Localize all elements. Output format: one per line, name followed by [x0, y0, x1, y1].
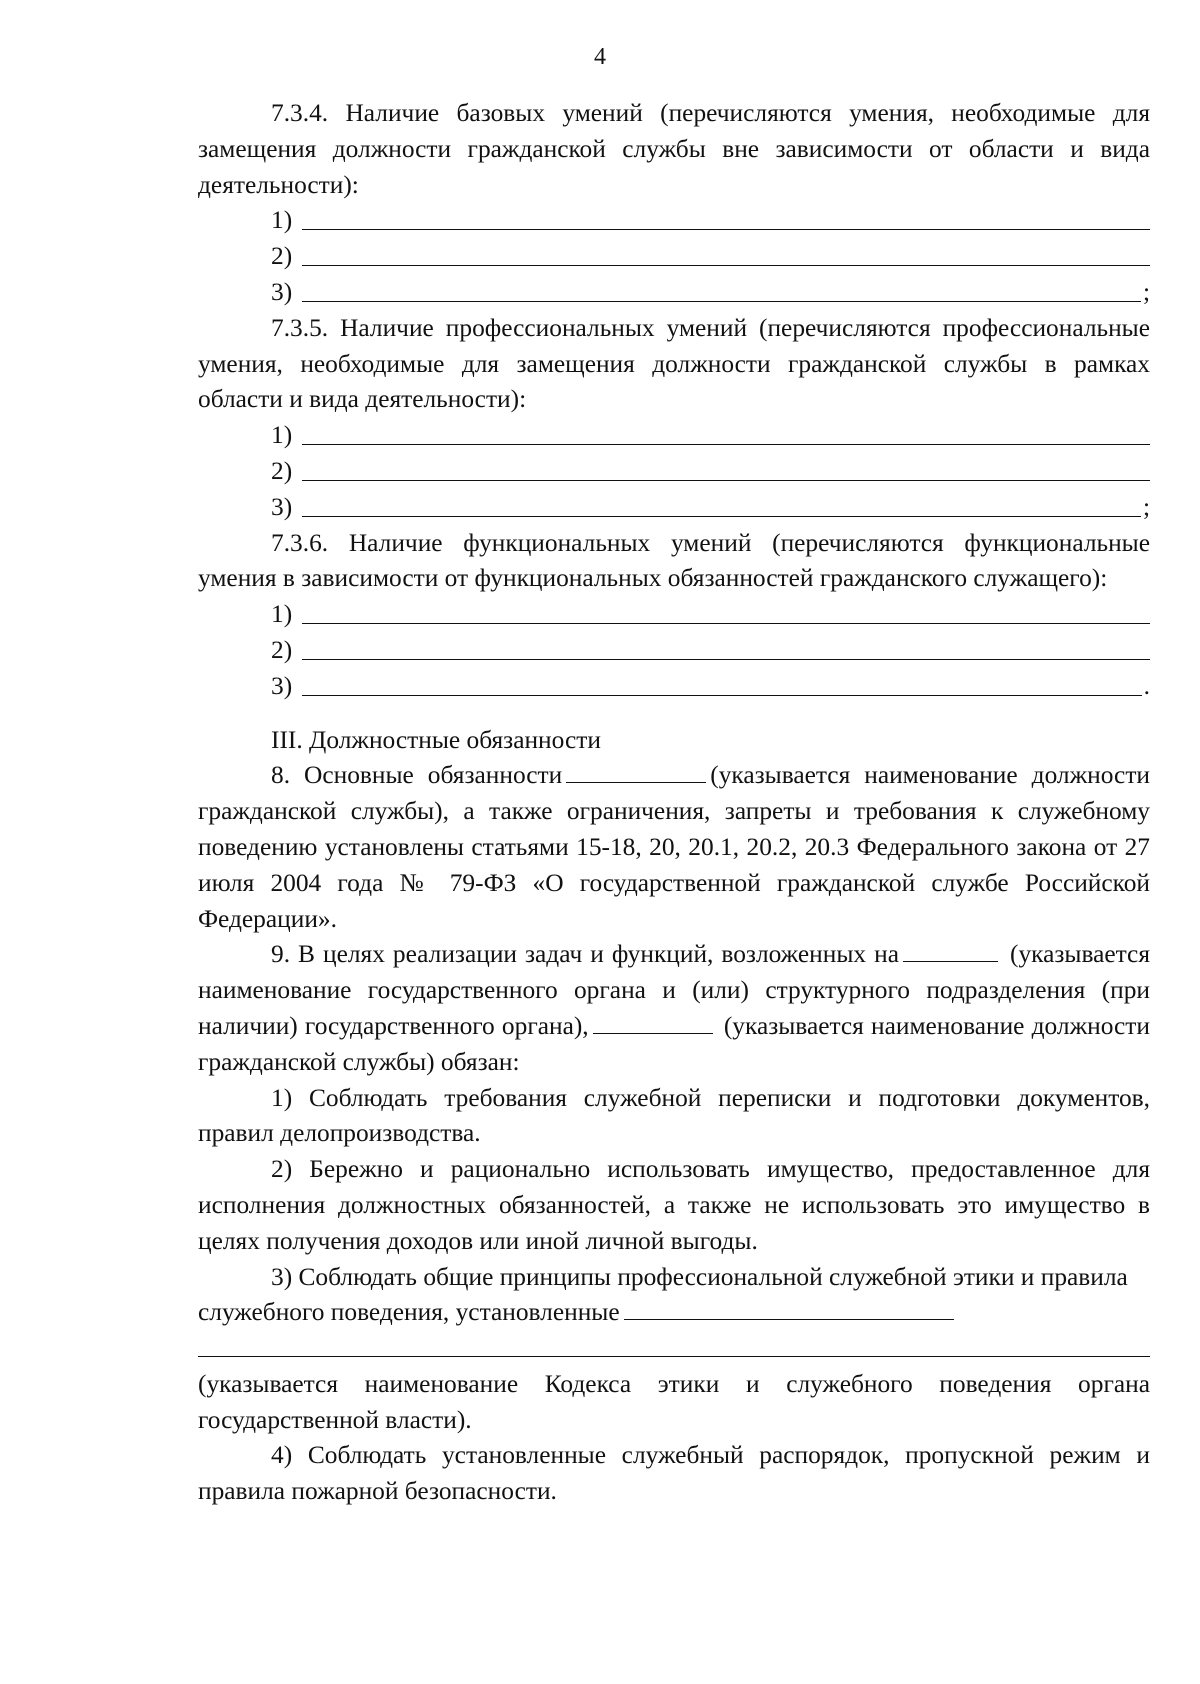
duty-2: 2) Бережно и рационально использовать имущество, предоставленное для исполнения должностных обязанностей, а также не использовать это имущество в целях получения доходов или иной личной выгоды.: [198, 1155, 1150, 1255]
inline-blank: [903, 960, 998, 962]
clause-7-3-4: 7.3.4. Наличие базовых умений (перечисляются умения, необходимые для замещения должности гражданской службы вне зависимости от области и вида деятельности):: [198, 99, 1150, 199]
fill-line: 2): [271, 239, 1150, 275]
inline-blank: [593, 1032, 713, 1034]
duty-1: 1) Соблюдать требования служебной переписки и подготовки документов, правил делопроизводства.: [198, 1083, 1150, 1148]
fill-line: 1): [271, 203, 1150, 239]
fill-line: 2): [271, 633, 1150, 669]
fill-line: 3) ;: [271, 492, 1150, 521]
fill-line: 3) ;: [271, 277, 1150, 306]
duty-3-note: (указывается наименование Кодекса этики и служебного поведения органа государственной власти).: [198, 1369, 1150, 1434]
clause-7-3-6: 7.3.6. Наличие функциональных умений (перечисляются функциональные умения в зависимости от функциональных обязанностей гражданского служащего):: [198, 528, 1150, 593]
fill-line: 1): [271, 418, 1150, 454]
duty-3: 3) Соблюдать общие принципы профессиональной служебной этики и правила служебного поведения, установленные: [198, 1262, 1128, 1327]
section-heading: III. Должностные обязанности: [271, 725, 601, 754]
duty-4: 4) Соблюдать установленные служебный распорядок, пропускной режим и правила пожарной безопасности.: [198, 1441, 1150, 1506]
fill-line: 1): [271, 597, 1150, 633]
page-number: 4: [594, 44, 606, 70]
document-body: [198, 96, 1150, 1510]
clause-9: 9. В целях реализации задач и функций, возложенных на (указывается наименование государственного органа и (или) структурного подразделения (при наличии) государственного органа), (указывается наименование должности гражданской службы) обязан:: [198, 940, 1150, 1076]
fill-line: [198, 1331, 1150, 1367]
fill-line: 3) .: [271, 671, 1150, 700]
inline-blank: [566, 781, 706, 783]
inline-blank: [624, 1318, 954, 1320]
clause-7-3-5: 7.3.5. Наличие профессиональных умений (перечисляются профессиональные умения, необходимые для замещения должности гражданской службы в рамках области и вида деятельности):: [198, 313, 1150, 414]
clause-8: 8. Основные обязанности (указывается наименование должности гражданской службы), а также ограничения, запреты и требования к служебному поведению установлены статьями 15-18, 20, 20.1, 20.2, 20.3 Федерального закона от 27 июля 2004 года № 79-ФЗ «О государственной гражданской службе Российской Федерации».: [198, 761, 1151, 933]
fill-line: 2): [271, 454, 1150, 490]
